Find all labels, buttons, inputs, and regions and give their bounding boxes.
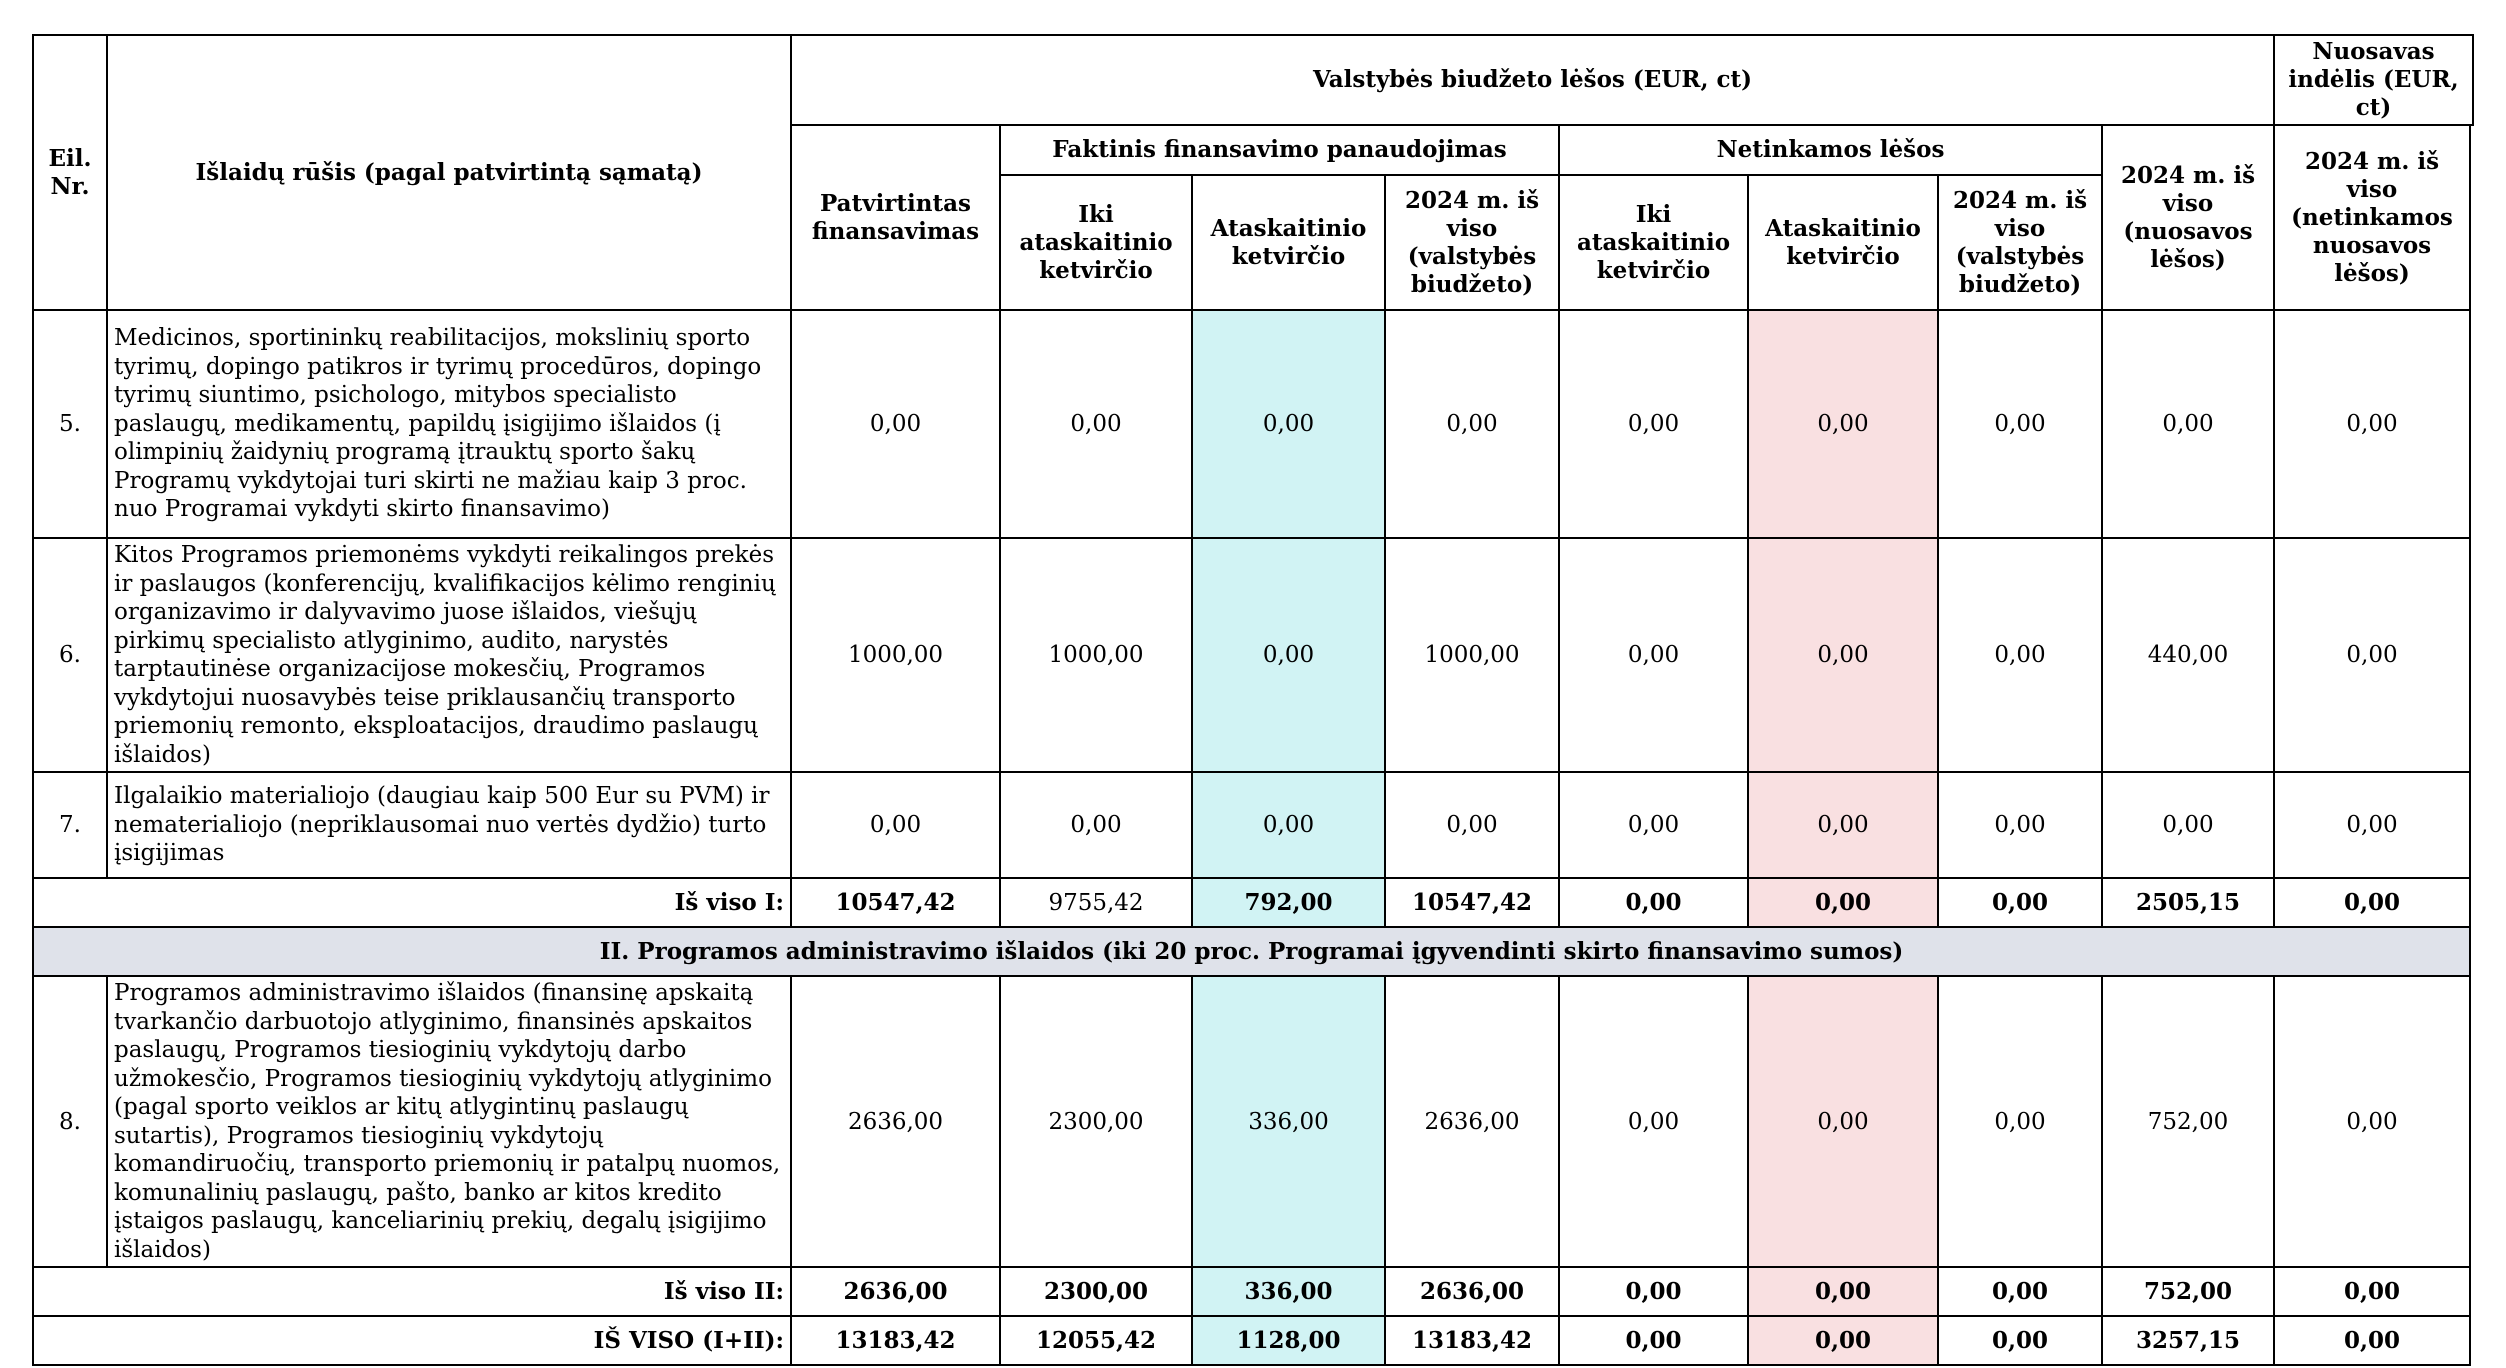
cell-netinkamos-viso: 0,00 xyxy=(1938,310,2102,538)
cell-netinkamos-ataskaitinio: 0,00 xyxy=(1748,772,1938,878)
header-viso-nuosavos: 2024 m. iš viso (nuosavos lėšos) xyxy=(2102,125,2274,310)
total-faktinis-iki: 9755,42 xyxy=(1000,878,1192,927)
cell-patvirtintas: 0,00 xyxy=(791,772,1000,878)
cell-faktinis-ataskaitinio: 0,00 xyxy=(1192,772,1385,878)
total-netinkamos-nuosavos: 0,00 xyxy=(2274,878,2470,927)
row-number: 8. xyxy=(33,976,107,1267)
total-patvirtintas: 2636,00 xyxy=(791,1267,1000,1316)
total-label: Iš viso I: xyxy=(33,878,791,927)
total-netinkamos-iki: 0,00 xyxy=(1559,1267,1748,1316)
grand-total-patvirtintas: 13183,42 xyxy=(791,1316,1000,1365)
section-header-row xyxy=(33,927,2473,976)
total-label: Iš viso II: xyxy=(33,1267,791,1316)
grand-total-row xyxy=(33,1316,2473,1365)
header-faktinis-viso: 2024 m. iš viso (valstybės biudžeto) xyxy=(1385,175,1559,310)
header-netinkamos-viso: 2024 m. iš viso (valstybės biudžeto) xyxy=(1938,175,2102,310)
table-row xyxy=(33,310,2473,538)
grand-total-label: IŠ VISO (I+II): xyxy=(33,1316,791,1365)
cell-netinkamos-viso: 0,00 xyxy=(1938,538,2102,772)
cell-patvirtintas: 0,00 xyxy=(791,310,1000,538)
row-number: 5. xyxy=(33,310,107,538)
cell-nuosavos: 0,00 xyxy=(2102,772,2274,878)
total-netinkamos-ataskaitinio: 0,00 xyxy=(1748,878,1938,927)
cell-netinkamos-nuosavos: 0,00 xyxy=(2274,772,2470,878)
cell-faktinis-ataskaitinio: 0,00 xyxy=(1192,538,1385,772)
total-netinkamos-nuosavos: 0,00 xyxy=(2274,1267,2470,1316)
header-netinkamos-lesos: Netinkamos lėšos xyxy=(1559,125,2102,175)
cell-faktinis-iki: 2300,00 xyxy=(1000,976,1192,1267)
total-row-i xyxy=(33,878,2473,927)
table-row xyxy=(33,976,2473,1267)
total-netinkamos-ataskaitinio: 0,00 xyxy=(1748,1267,1938,1316)
cell-netinkamos-iki: 0,00 xyxy=(1559,976,1748,1267)
cell-netinkamos-ataskaitinio: 0,00 xyxy=(1748,310,1938,538)
cell-nuosavos: 0,00 xyxy=(2102,310,2274,538)
cell-netinkamos-viso: 0,00 xyxy=(1938,976,2102,1267)
cell-faktinis-viso: 0,00 xyxy=(1385,772,1559,878)
header-valstybes-biudzeto-lesos: Valstybės biudžeto lėšos (EUR, ct) xyxy=(791,35,2274,125)
row-number: 6. xyxy=(33,538,107,772)
grand-total-netinkamos-iki: 0,00 xyxy=(1559,1316,1748,1365)
row-description: Kitos Programos priemonėms vykdyti reikalingos prekės ir paslaugos (konferencijų, kvalifikacijos kėlimo renginių organizavimo ir dalyvavimo juose išlaidos, viešųjų pirkimų specialisto atlyginimo, audito, narystės tarptautinėse organizacijose mokesčių, Programos vykdytojui nuosavybės teise priklausančių transporto priemonių remonto, eksploatacijos, draudimo paslaugų išlaidos) xyxy=(107,538,791,772)
header-eil-nr: Eil. Nr. xyxy=(33,35,107,310)
header-nuosavas-indelis: Nuosavas indėlis (EUR, ct) xyxy=(2274,35,2473,125)
grand-total-faktinis-viso: 13183,42 xyxy=(1385,1316,1559,1365)
budget-report-table xyxy=(32,34,2474,1366)
header-netinkamos-ataskaitinio: Ataskaitinio ketvirčio xyxy=(1748,175,1938,310)
cell-nuosavos: 440,00 xyxy=(2102,538,2274,772)
cell-netinkamos-ataskaitinio: 0,00 xyxy=(1748,538,1938,772)
cell-faktinis-viso: 1000,00 xyxy=(1385,538,1559,772)
table-row xyxy=(33,772,2473,878)
cell-patvirtintas: 1000,00 xyxy=(791,538,1000,772)
header-viso-netinkamos-nuosavos: 2024 m. iš viso (netinkamos nuosavos lėšos) xyxy=(2274,125,2470,310)
cell-netinkamos-nuosavos: 0,00 xyxy=(2274,976,2470,1267)
header-faktinis-ataskaitinio: Ataskaitinio ketvirčio xyxy=(1192,175,1385,310)
cell-faktinis-ataskaitinio: 336,00 xyxy=(1192,976,1385,1267)
total-netinkamos-viso: 0,00 xyxy=(1938,1267,2102,1316)
cell-faktinis-iki: 0,00 xyxy=(1000,772,1192,878)
cell-netinkamos-viso: 0,00 xyxy=(1938,772,2102,878)
total-row-ii xyxy=(33,1267,2473,1316)
cell-netinkamos-ataskaitinio: 0,00 xyxy=(1748,976,1938,1267)
grand-total-netinkamos-viso: 0,00 xyxy=(1938,1316,2102,1365)
row-number: 7. xyxy=(33,772,107,878)
cell-netinkamos-iki: 0,00 xyxy=(1559,310,1748,538)
header-netinkamos-iki-ataskaitinio: Iki ataskaitinio ketvirčio xyxy=(1559,175,1748,310)
cell-faktinis-iki: 1000,00 xyxy=(1000,538,1192,772)
cell-netinkamos-nuosavos: 0,00 xyxy=(2274,310,2470,538)
cell-patvirtintas: 2636,00 xyxy=(791,976,1000,1267)
total-faktinis-iki: 2300,00 xyxy=(1000,1267,1192,1316)
grand-total-netinkamos-nuosavos: 0,00 xyxy=(2274,1316,2470,1365)
total-faktinis-ataskaitinio: 792,00 xyxy=(1192,878,1385,927)
total-netinkamos-iki: 0,00 xyxy=(1559,878,1748,927)
row-description: Medicinos, sportininkų reabilitacijos, mokslinių sporto tyrimų, dopingo patikros ir tyrimų procedūros, dopingo tyrimų siuntimo, psichologo, mitybos specialisto paslaugų, medikamentų, papildų įsigijimo išlaidos (į olimpinių žaidynių programą įtrauktų sporto šakų Programų vykdytojai turi skirti ne mažiau kaip 3 proc. nuo Programai vykdyti skirto finansavimo) xyxy=(107,310,791,538)
header-patvirtintas-finansavimas: Patvirtintas finansavimas xyxy=(791,125,1000,310)
grand-total-netinkamos-ataskaitinio: 0,00 xyxy=(1748,1316,1938,1365)
total-faktinis-viso: 2636,00 xyxy=(1385,1267,1559,1316)
cell-netinkamos-iki: 0,00 xyxy=(1559,772,1748,878)
total-nuosavos: 2505,15 xyxy=(2102,878,2274,927)
row-description: Ilgalaikio materialiojo (daugiau kaip 500 Eur su PVM) ir nematerialiojo (nepriklausomai nuo vertės dydžio) turto įsigijimas xyxy=(107,772,791,878)
header-faktinis-iki-ataskaitinio: Iki ataskaitinio ketvirčio xyxy=(1000,175,1192,310)
cell-faktinis-viso: 2636,00 xyxy=(1385,976,1559,1267)
cell-nuosavos: 752,00 xyxy=(2102,976,2274,1267)
section-title: II. Programos administravimo išlaidos (iki 20 proc. Programai įgyvendinti skirto finansavimo sumos) xyxy=(33,927,2470,976)
total-nuosavos: 752,00 xyxy=(2102,1267,2274,1316)
cell-faktinis-ataskaitinio: 0,00 xyxy=(1192,310,1385,538)
cell-netinkamos-iki: 0,00 xyxy=(1559,538,1748,772)
grand-total-faktinis-iki: 12055,42 xyxy=(1000,1316,1192,1365)
grand-total-faktinis-ataskaitinio: 1128,00 xyxy=(1192,1316,1385,1365)
total-patvirtintas: 10547,42 xyxy=(791,878,1000,927)
total-netinkamos-viso: 0,00 xyxy=(1938,878,2102,927)
total-faktinis-ataskaitinio: 336,00 xyxy=(1192,1267,1385,1316)
total-faktinis-viso: 10547,42 xyxy=(1385,878,1559,927)
cell-netinkamos-nuosavos: 0,00 xyxy=(2274,538,2470,772)
cell-faktinis-iki: 0,00 xyxy=(1000,310,1192,538)
header-faktinis-panaudojimas: Faktinis finansavimo panaudojimas xyxy=(1000,125,1559,175)
row-description: Programos administravimo išlaidos (finansinę apskaitą tvarkančio darbuotojo atlyginimo, finansinės apskaitos paslaugų, Programos tiesioginių vykdytojų darbo užmokesčio, Programos tiesioginių vykdytojų atlyginimo (pagal sporto veiklos ar kitų atlygintinų paslaugų sutartis), Programos tiesioginių vykdytojų komandiruočių, transporto priemonių ir patalpų nuomos, komunalinių paslaugų, pašto, banko ar kitos kredito įstaigos paslaugų, kanceliarinių prekių, degalų įsigijimo išlaidos) xyxy=(107,976,791,1267)
grand-total-nuosavos: 3257,15 xyxy=(2102,1316,2274,1365)
cell-faktinis-viso: 0,00 xyxy=(1385,310,1559,538)
table-row xyxy=(33,538,2473,772)
header-islaidu-rusis: Išlaidų rūšis (pagal patvirtintą sąmatą) xyxy=(107,35,791,310)
